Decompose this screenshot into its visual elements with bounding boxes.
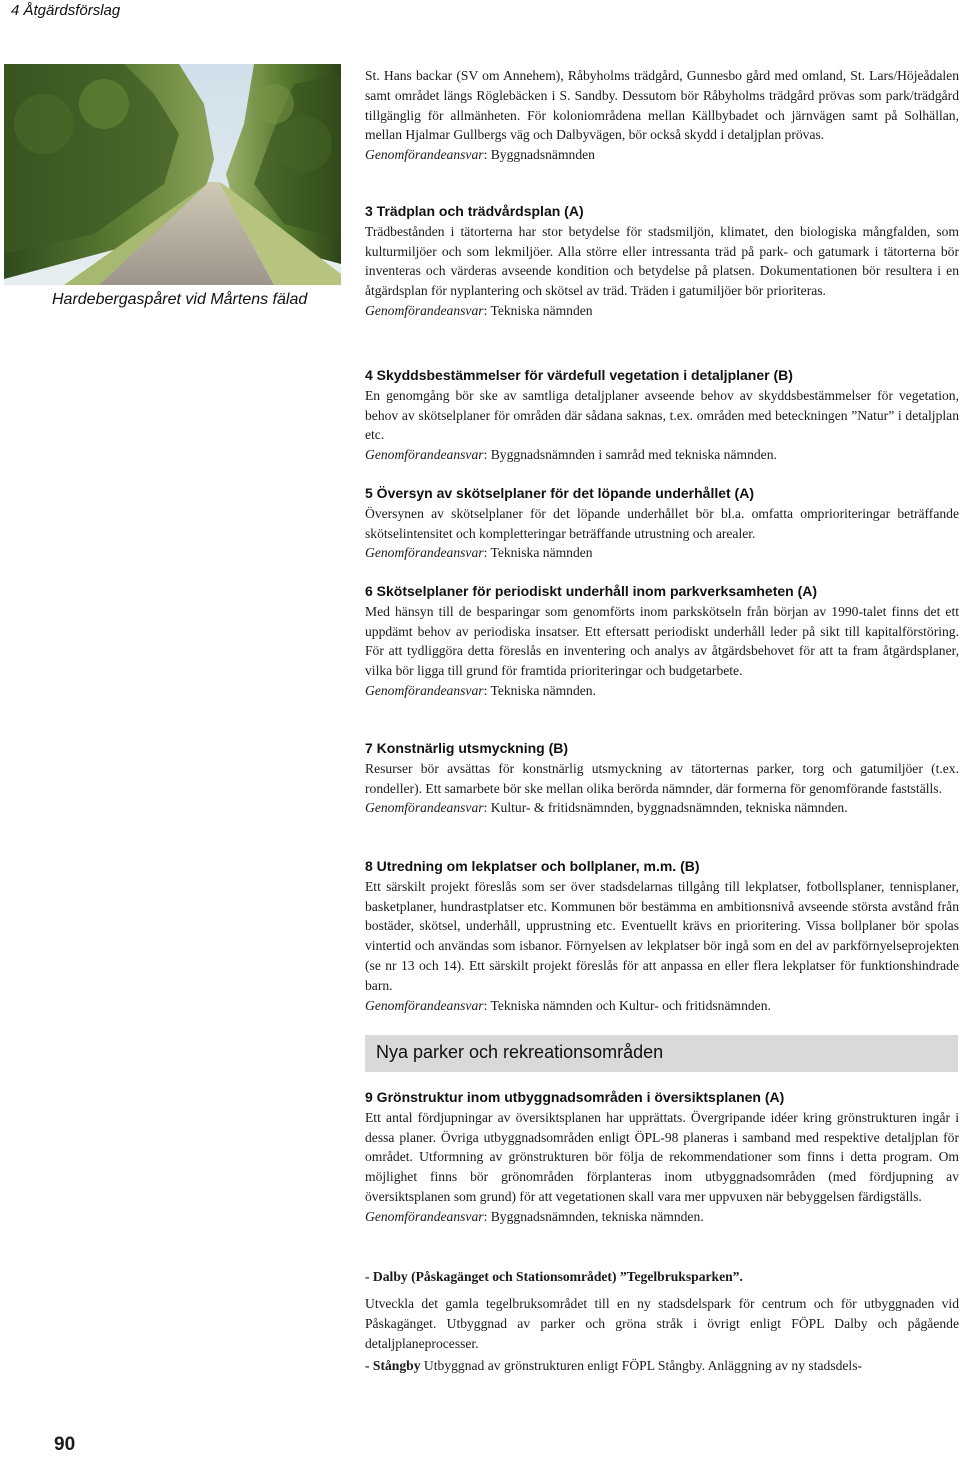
page-number: 90 — [54, 1434, 76, 1455]
section-6 — [365, 582, 959, 701]
stangby-label: - Stångby — [365, 1358, 421, 1373]
dalby-text-block — [365, 1294, 959, 1353]
section-7 — [365, 739, 959, 818]
section-3 — [365, 202, 959, 321]
section-text: Ett antal fördjupningar av översiktsplanen har upprättats. Övergripande idéer kring grönstrukturen ingår i dessa planer. Övriga utbyggnadsområden enligt ÖPL-98 planeras i samband med respektive detaljplan för området. Utformning av grönstrukturen bör följa de rekommendationer som finns i detta program. Om möjlighet finns bör grönområden förplanteras inom utbyggnadsområden (med fördjupning av översiktsplanen som grund) för att vegetationen skall vara mer uppvuxen när bebyggelsen färdigställs. — [365, 1109, 959, 1204]
section-heading: 6 Skötselplaner för periodiskt underhåll inom parkverksamheten (A) — [365, 583, 818, 599]
section-heading: 4 Skyddsbestämmelser för värdefull vegetation i detaljplaner (B) — [365, 367, 793, 383]
section-4 — [365, 366, 959, 465]
responsibility-value: : Byggnadsnämnden i samråd med tekniska nämnden. — [483, 447, 777, 463]
chapter-header: 4 Åtgärdsförslag — [11, 2, 121, 19]
responsibility-value: : Kultur- & fritidsnämnden, byggnadsnämnden, tekniska nämnden. — [483, 800, 848, 816]
responsibility-label: Genomförandeansvar — [365, 545, 484, 561]
section-8 — [365, 857, 959, 1015]
intro-responsibility — [365, 145, 959, 165]
section-responsibility — [365, 681, 959, 701]
responsibility-label: Genomförandeansvar — [365, 147, 484, 163]
responsibility-value: : Byggnadsnämnden, tekniska nämnden. — [483, 1208, 704, 1224]
section-heading: 8 Utredning om lekplatser och bollplaner, m.m. (B) — [365, 858, 700, 874]
section-text: Trädbestånden i tätorterna har stor betydelse för stadsmiljön, klimatet, den biologiska mångfalden, som kulturmiljöer och som lekmiljöer. Alla större eller intressanta träd på park- och gatumark i tätorterna bör inventeras och värderas avseende kondition och betydelse på platsen. Dokumentationen bör resultera i en åtgärdsplan för nyplantering och skötsel av träd. Träden i gatumiljöer bör prioriteras. — [365, 223, 959, 299]
banner-title: Nya parker och rekreationsområden — [376, 1042, 664, 1062]
figure-caption: Hardebergaspåret vid Mårtens fälad — [52, 291, 308, 308]
section-text: En genomgång bör ske av samtliga detaljplaner avseende behov av skyddsbestämmelser för vegetation, behov av skötselplaner för områden där sådana saknas, t.ex. områden med beteckningen ”Natur” i detaljplan etc. — [365, 387, 959, 443]
stangby-block — [365, 1356, 959, 1376]
responsibility-label: Genomförandeansvar — [365, 302, 484, 318]
section-5 — [365, 484, 959, 563]
section-responsibility — [365, 543, 959, 563]
responsibility-label: Genomförandeansvar — [365, 1208, 484, 1224]
responsibility-label: Genomförandeansvar — [365, 997, 484, 1013]
section-text: Med hänsyn till de besparingar som genomförts inom parkskötseln från början av 1990-talet finns det ett uppdämt behov av periodiska insatser. Ett eftersatt periodiskt underhåll leder på sikt till kapitalförstöring. För att tydliggöra detta föreslås en inventering och analys av åtgärdsbehovet för att ta fram åtgärdsplaner, vilka bör ligga till grund för framtida prioriteringar och budgetarbete. — [365, 603, 959, 679]
section-heading: 3 Trädplan och trädvårdsplan (A) — [365, 203, 584, 219]
stangby-line — [365, 1356, 959, 1376]
dalby-title: - Dalby (Påskagänget och Stationsområdet) ”Tegelbruksparken”. — [365, 1269, 743, 1284]
dalby-text: Utveckla det gamla tegelbruksområdet till en ny stadsdelspark för centrum och för utbyggnaden vid Påskagänget. Utbyggnad av parker och gröna stråk i övrigt enligt FÖPL Dalby och pågående detaljplaneprocesser. — [365, 1296, 959, 1351]
stangby-text: Utbyggnad av grönstrukturen enligt FÖPL Stångby. Anläggning av ny stadsdels- — [420, 1358, 863, 1373]
dalby-block — [365, 1267, 959, 1287]
section-responsibility — [365, 798, 959, 818]
responsibility-value: : Tekniska nämnden och Kultur- och fritidsnämnden. — [483, 997, 771, 1013]
section-heading: 9 Grönstruktur inom utbyggnadsområden i översiktsplanen (A) — [365, 1089, 785, 1105]
responsibility-value: : Byggnadsnämnden — [483, 147, 595, 163]
responsibility-label: Genomförandeansvar — [365, 447, 484, 463]
section-responsibility — [365, 1207, 959, 1227]
section-heading: 7 Konstnärlig utsmyckning (B) — [365, 740, 569, 756]
responsibility-label: Genomförandeansvar — [365, 800, 484, 816]
responsibility-label: Genomförandeansvar — [365, 682, 484, 698]
section-text: Ett särskilt projekt föreslås som ser över stadsdelarnas tillgång till lekplatser, fotbollsplaner, tennisplaner, basketplaner, hundrastplatser etc. Kommunen bör bestämma en ambitionsnivå avseende största avstånd från bostäder, skötsel, underhåll, upprustning etc. Eventuellt krävs en prioritering. Vissa bollplaner bör spolas vintertid och användas som isbanor. Förnyelsen av lekplatser bör ingå som en del av parkförnyelseprojekten (se nr 13 och 14). Ett särskilt projekt föreslås för att anpassa en eller flera lekplatser för funktionshindrade barn. — [365, 878, 959, 993]
section-text: Översynen av skötselplaner för det löpande underhållet bör bl.a. omfatta omprioriteringar beträffande skötselintensitet och kompletteringar beträffande utrustning och arealer. — [365, 505, 959, 541]
intro-text: St. Hans backar (SV om Annehem), Råbyholms trädgård, Gunnesbo gård med omland, St. Lars/Höjeådalen samt området längs Röglebäcken i S. Sandby. Dessutom bör Råbyholms trädgård prövas som park/trädgård tillgänglig för allmänheten. För koloniområdena mellan Källbybadet och järnvägen samt på Solhällan, mellan Hjalmar Gullbergs väg och Dalbyvägen, bör också skydd i detaljplan prövas. — [365, 68, 959, 143]
section-responsibility — [365, 996, 959, 1016]
responsibility-value: : Tekniska nämnden — [483, 302, 593, 318]
tree-lined-path-photo — [4, 64, 341, 285]
responsibility-value: : Tekniska nämnden — [483, 545, 593, 561]
section-responsibility — [365, 301, 959, 321]
photo-illustration — [4, 64, 341, 285]
responsibility-value: : Tekniska nämnden. — [483, 682, 596, 698]
section-responsibility — [365, 445, 959, 465]
section-banner — [365, 1035, 958, 1072]
section-text: Resurser bör avsättas för konstnärlig utsmyckning av tätorternas parker, torg och gatumiljöer (t.ex. rondeller). Ett samarbete bör ske mellan olika berörda nämnder, där formerna för genomförande fastställs. — [365, 760, 959, 796]
intro-block — [365, 66, 959, 165]
section-9 — [365, 1088, 959, 1227]
section-heading: 5 Översyn av skötselplaner för det löpande underhållet (A) — [365, 485, 754, 501]
